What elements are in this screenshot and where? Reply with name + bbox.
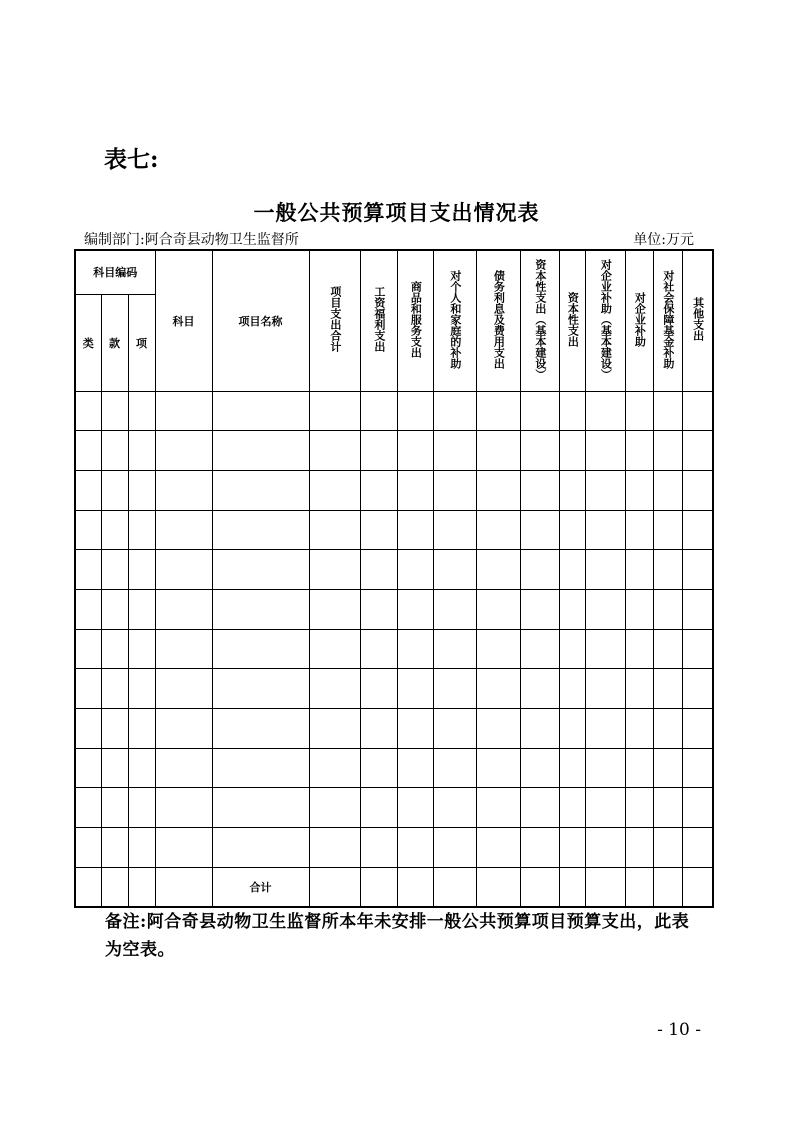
table-cell	[625, 748, 653, 788]
table-cell	[101, 669, 128, 709]
table-cell	[433, 550, 476, 590]
table-cell	[585, 510, 625, 550]
table-cell	[397, 669, 433, 709]
header-section: 款	[101, 294, 128, 391]
table-cell	[397, 589, 433, 629]
table-number-heading: 表七:	[104, 146, 159, 173]
table-cell	[75, 669, 101, 709]
table-cell	[476, 470, 520, 510]
table-cell	[559, 431, 585, 471]
table-cell	[101, 828, 128, 868]
table-cell	[476, 669, 520, 709]
table-cell	[397, 748, 433, 788]
header-goods-services: 商品和服务支出	[397, 250, 433, 391]
table-cell	[360, 867, 397, 907]
table-row	[75, 748, 713, 788]
table-cell	[309, 748, 360, 788]
table-cell	[433, 669, 476, 709]
table-cell	[397, 470, 433, 510]
table-cell	[155, 550, 212, 590]
table-cell	[625, 669, 653, 709]
table-cell	[653, 669, 682, 709]
table-cell	[397, 867, 433, 907]
table-cell	[212, 828, 309, 868]
table-cell	[476, 550, 520, 590]
table-cell	[212, 709, 309, 749]
header-subject-code: 科目编码	[75, 250, 155, 294]
table-cell	[625, 510, 653, 550]
table-cell	[155, 510, 212, 550]
table-cell	[585, 431, 625, 471]
table-cell	[433, 510, 476, 550]
table-cell	[75, 828, 101, 868]
table-cell	[309, 510, 360, 550]
table-cell	[476, 867, 520, 907]
table-cell	[75, 709, 101, 749]
table-cell	[128, 470, 155, 510]
table-cell	[101, 867, 128, 907]
total-row	[75, 867, 713, 907]
table-row	[75, 669, 713, 709]
table-cell	[476, 431, 520, 471]
table-cell	[559, 828, 585, 868]
expenditure-table	[74, 249, 714, 908]
header-enterprise-basic: 对企业补助（基本建设）	[585, 250, 625, 391]
table-cell	[476, 828, 520, 868]
table-cell	[155, 828, 212, 868]
table-cell	[682, 828, 713, 868]
table-cell	[155, 748, 212, 788]
table-cell	[75, 748, 101, 788]
table-cell	[585, 788, 625, 828]
header-social-security: 对社会保障基金补助	[653, 250, 682, 391]
header-item: 项	[128, 294, 155, 391]
table-cell	[155, 788, 212, 828]
table-cell	[75, 589, 101, 629]
table-cell	[476, 391, 520, 431]
header-debt-interest: 债务利息及费用支出	[476, 250, 520, 391]
table-cell	[625, 589, 653, 629]
table-cell	[101, 391, 128, 431]
table-cell	[309, 788, 360, 828]
table-cell	[625, 709, 653, 749]
header-household-subsidy: 对个人和家庭的补助	[433, 250, 476, 391]
table-cell	[433, 629, 476, 669]
table-cell	[433, 709, 476, 749]
table-cell	[155, 709, 212, 749]
table-cell	[101, 470, 128, 510]
table-cell	[433, 470, 476, 510]
table-cell	[653, 550, 682, 590]
table-cell	[360, 431, 397, 471]
table-row	[75, 470, 713, 510]
table-cell	[397, 391, 433, 431]
table-cell	[155, 589, 212, 629]
table-cell	[360, 470, 397, 510]
table-cell	[520, 748, 559, 788]
table-cell	[101, 589, 128, 629]
table-cell	[520, 629, 559, 669]
table-cell	[309, 431, 360, 471]
table-cell	[520, 470, 559, 510]
table-row	[75, 550, 713, 590]
unit-label: 单位:万元	[633, 232, 694, 248]
table-cell	[155, 470, 212, 510]
table-cell	[653, 431, 682, 471]
table-row	[75, 629, 713, 669]
table-cell	[101, 550, 128, 590]
table-row	[75, 431, 713, 471]
table-cell	[433, 589, 476, 629]
table-cell	[520, 589, 559, 629]
table-cell	[625, 828, 653, 868]
table-cell	[520, 709, 559, 749]
table-cell	[128, 510, 155, 550]
table-cell	[682, 589, 713, 629]
table-cell	[360, 589, 397, 629]
table-cell	[520, 828, 559, 868]
table-cell	[682, 510, 713, 550]
table-row	[75, 589, 713, 629]
table-cell	[128, 867, 155, 907]
table-cell	[653, 470, 682, 510]
table-cell	[585, 748, 625, 788]
table-cell	[520, 510, 559, 550]
table-cell	[360, 550, 397, 590]
table-cell	[476, 788, 520, 828]
table-cell	[682, 470, 713, 510]
table-cell	[101, 431, 128, 471]
table-cell	[397, 709, 433, 749]
table-cell	[155, 669, 212, 709]
table-row	[75, 709, 713, 749]
table-cell	[682, 867, 713, 907]
table-cell	[128, 709, 155, 749]
table-cell	[128, 828, 155, 868]
table-cell	[476, 629, 520, 669]
header-capital: 资本性支出	[559, 250, 585, 391]
page-title: 一般公共预算项目支出情况表	[253, 200, 540, 225]
table-cell	[476, 510, 520, 550]
table-cell	[625, 470, 653, 510]
table-cell	[360, 748, 397, 788]
table-cell	[309, 828, 360, 868]
table-cell	[625, 391, 653, 431]
table-cell	[682, 629, 713, 669]
table-cell	[75, 788, 101, 828]
table-cell	[559, 589, 585, 629]
table-cell	[682, 550, 713, 590]
table-cell	[155, 867, 212, 907]
table-cell	[433, 828, 476, 868]
header-class: 类	[75, 294, 101, 391]
table-cell	[101, 788, 128, 828]
table-row	[75, 828, 713, 868]
table-cell	[397, 788, 433, 828]
table-cell	[653, 510, 682, 550]
table-cell	[585, 867, 625, 907]
table-cell	[653, 867, 682, 907]
table-cell	[653, 828, 682, 868]
table-cell	[653, 629, 682, 669]
table-cell	[309, 669, 360, 709]
table-cell	[559, 748, 585, 788]
table-cell	[682, 788, 713, 828]
table-cell	[433, 748, 476, 788]
table-cell	[559, 788, 585, 828]
table-cell	[682, 431, 713, 471]
table-cell	[520, 788, 559, 828]
table-cell	[625, 867, 653, 907]
remark-note: 备注:阿合奇县动物卫生监督所本年未安排一般公共预算项目预算支出，此表为空表。	[105, 912, 690, 960]
table-cell	[653, 748, 682, 788]
table-cell	[559, 470, 585, 510]
table-cell	[559, 510, 585, 550]
table-cell	[520, 867, 559, 907]
header-capital-basic: 资本性支出（基本建设）	[520, 250, 559, 391]
table-cell	[212, 550, 309, 590]
table-cell	[128, 788, 155, 828]
page-number: - 10 -	[657, 1020, 701, 1040]
table-cell	[212, 669, 309, 709]
table-cell	[309, 867, 360, 907]
table-cell	[360, 669, 397, 709]
table-cell	[128, 550, 155, 590]
table-cell	[128, 748, 155, 788]
table-cell	[212, 629, 309, 669]
table-cell	[128, 589, 155, 629]
table-cell	[625, 431, 653, 471]
table-cell	[433, 391, 476, 431]
header-project-name: 项目名称	[212, 250, 309, 391]
table-cell	[433, 788, 476, 828]
table-cell	[212, 431, 309, 471]
table-cell	[212, 788, 309, 828]
table-cell	[101, 629, 128, 669]
table-cell	[559, 709, 585, 749]
table-cell	[212, 470, 309, 510]
table-cell	[653, 391, 682, 431]
header-subject: 科目	[155, 250, 212, 391]
table-cell	[397, 828, 433, 868]
department-label: 编制部门:阿合奇县动物卫生监督所	[84, 232, 299, 248]
table-cell	[585, 709, 625, 749]
table-cell	[128, 391, 155, 431]
table-cell	[75, 510, 101, 550]
header-other: 其他支出	[682, 250, 713, 391]
table-cell	[559, 629, 585, 669]
header-project-total: 项目支出合计	[309, 250, 360, 391]
table-cell	[682, 669, 713, 709]
header-enterprise: 对企业补助	[625, 250, 653, 391]
table-cell	[520, 431, 559, 471]
table-cell	[75, 629, 101, 669]
table-cell	[559, 391, 585, 431]
table-cell	[585, 550, 625, 590]
table-cell	[585, 629, 625, 669]
table-cell	[682, 709, 713, 749]
table-cell	[309, 709, 360, 749]
table-cell	[75, 470, 101, 510]
table-cell	[155, 431, 212, 471]
table-cell	[433, 431, 476, 471]
table-cell	[75, 391, 101, 431]
table-cell	[397, 629, 433, 669]
table-cell	[155, 629, 212, 669]
table-cell	[433, 867, 476, 907]
table-cell	[75, 550, 101, 590]
table-cell	[397, 510, 433, 550]
table-cell	[682, 391, 713, 431]
table-cell	[559, 550, 585, 590]
table-cell	[155, 391, 212, 431]
table-cell	[585, 828, 625, 868]
table-cell	[212, 748, 309, 788]
header-salary: 工资福利支出	[360, 250, 397, 391]
table-cell	[309, 391, 360, 431]
table-cell	[585, 589, 625, 629]
table-cell	[520, 669, 559, 709]
table-cell	[75, 431, 101, 471]
table-cell	[397, 431, 433, 471]
table-cell	[653, 589, 682, 629]
table-cell	[653, 709, 682, 749]
table-cell	[128, 629, 155, 669]
table-cell	[476, 709, 520, 749]
table-cell	[212, 589, 309, 629]
table-cell	[476, 748, 520, 788]
table-cell	[625, 788, 653, 828]
table-cell	[360, 709, 397, 749]
table-cell	[360, 788, 397, 828]
table-cell	[360, 391, 397, 431]
table-cell	[309, 550, 360, 590]
table-cell	[128, 431, 155, 471]
table-cell	[212, 391, 309, 431]
table-cell	[101, 510, 128, 550]
table-cell	[653, 788, 682, 828]
table-cell	[682, 748, 713, 788]
table-cell	[559, 669, 585, 709]
table-cell	[397, 550, 433, 590]
total-label: 合计	[212, 867, 309, 907]
table-cell	[75, 867, 101, 907]
table-cell	[360, 629, 397, 669]
table-row	[75, 391, 713, 431]
table-cell	[128, 669, 155, 709]
table-cell	[585, 470, 625, 510]
table-cell	[520, 391, 559, 431]
table-cell	[625, 550, 653, 590]
table-cell	[309, 470, 360, 510]
table-cell	[212, 510, 309, 550]
table-cell	[101, 709, 128, 749]
table-cell	[309, 629, 360, 669]
table-cell	[360, 828, 397, 868]
table-cell	[309, 589, 360, 629]
table-cell	[360, 510, 397, 550]
table-cell	[559, 867, 585, 907]
table-cell	[476, 589, 520, 629]
table-cell	[101, 748, 128, 788]
table-cell	[625, 629, 653, 669]
table-cell	[585, 669, 625, 709]
table-cell	[520, 550, 559, 590]
table-row	[75, 788, 713, 828]
table-row	[75, 510, 713, 550]
table-cell	[585, 391, 625, 431]
